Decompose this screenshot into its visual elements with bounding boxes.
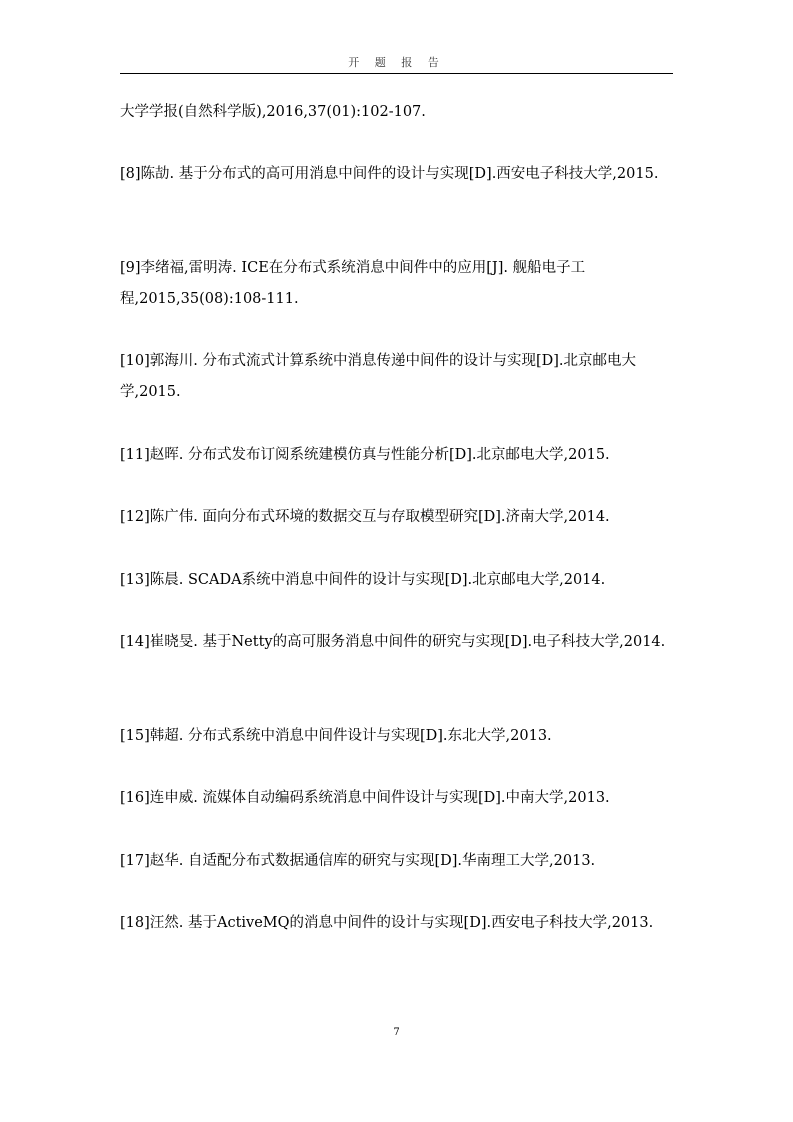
reference-item-18: [18]汪然. 基于ActiveMQ的消息中间件的设计与实现[D].西安电子科技大学,2013. <box>120 915 654 931</box>
reference-item-9: [9]李绪福,雷明涛. ICE在分布式系统消息中间件中的应用[J]. 舰船电子工程,2015,35(08):108-111. <box>120 260 586 307</box>
reference-item-14: [14]崔晓旻. 基于Netty的高可服务消息中间件的研究与实现[D].电子科技大学,2014. <box>120 634 666 650</box>
page-number: 7 <box>393 1027 400 1038</box>
header-divider <box>120 73 673 74</box>
reference-item-17: [17]赵华. 自适配分布式数据通信库的研究与实现[D].华南理工大学,2013. <box>120 853 596 869</box>
reference-item-8: [8]陈劼. 基于分布式的高可用消息中间件的设计与实现[D].西安电子科技大学,2015. <box>120 166 659 182</box>
reference-continuation: 大学学报(自然科学版),2016,37(01):102-107. <box>120 104 426 120</box>
reference-item-10: [10]郭海川. 分布式流式计算系统中消息传递中间件的设计与实现[D].北京邮电大学,2015. <box>120 353 637 400</box>
page-header-title: 开 题 报 告 <box>348 56 445 69</box>
reference-item-13: [13]陈晨. SCADA系统中消息中间件的设计与实现[D].北京邮电大学,2014. <box>120 572 606 588</box>
reference-item-11: [11]赵晖. 分布式发布订阅系统建模仿真与性能分析[D].北京邮电大学,2015. <box>120 447 610 463</box>
reference-item-15: [15]韩超. 分布式系统中消息中间件设计与实现[D].东北大学,2013. <box>120 728 552 744</box>
reference-item-16: [16]连申威. 流媒体自动编码系统消息中间件设计与实现[D].中南大学,2013. <box>120 790 610 806</box>
reference-item-12: [12]陈广伟. 面向分布式环境的数据交互与存取模型研究[D].济南大学,2014. <box>120 509 610 525</box>
